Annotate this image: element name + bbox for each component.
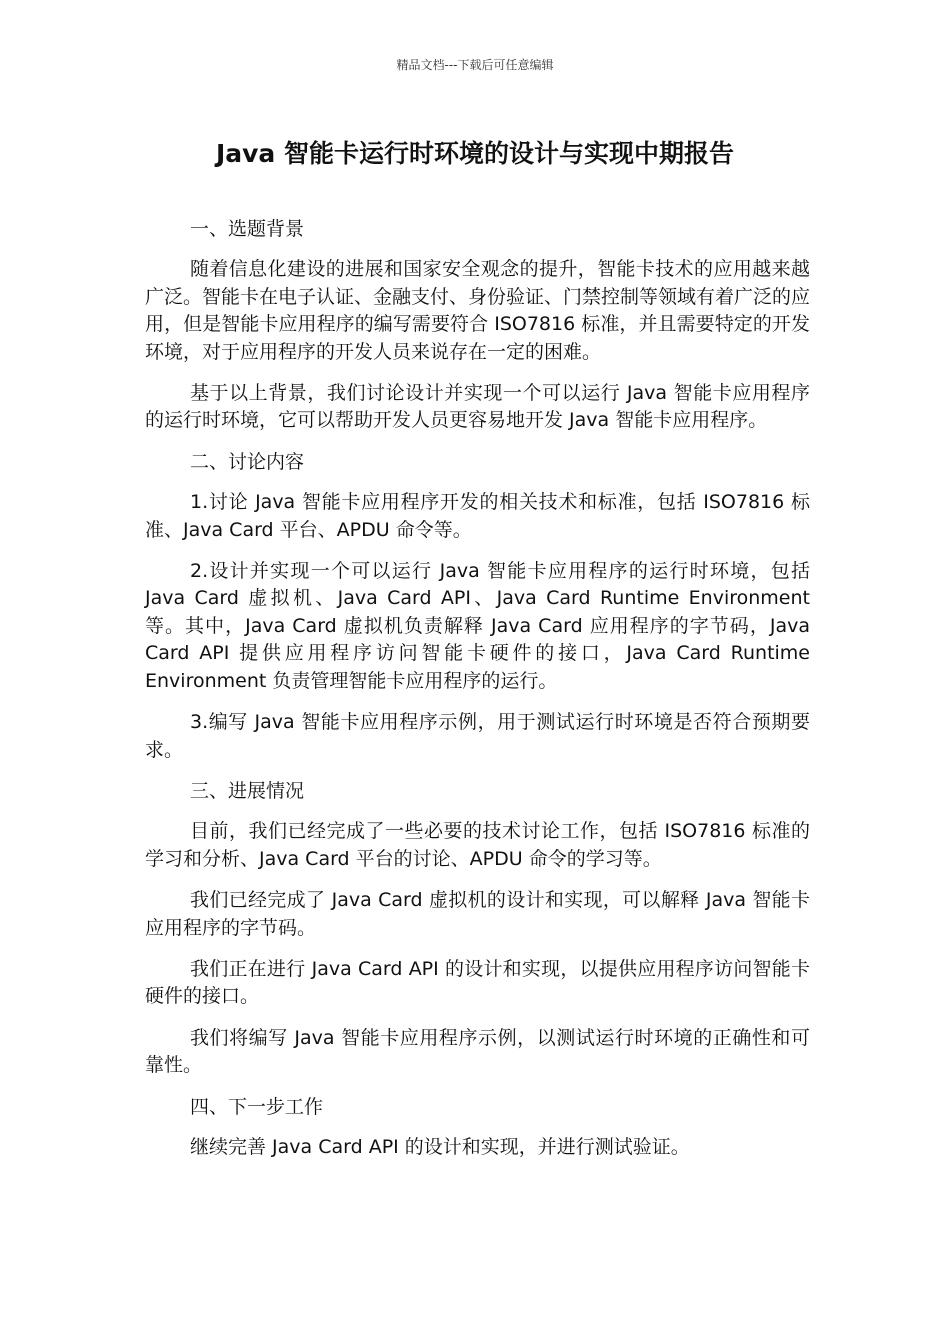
section-heading-next-steps: 四、下一步工作	[190, 1095, 324, 1118]
header-note: 精品文档---下载后可任意编辑	[396, 58, 554, 72]
paragraph-background-2: 基于以上背景，我们讨论设计并实现一个可以运行 Java 智能卡应用程序的运行时环境，它可以帮助开发人员更容易地开发 Java 智能卡应用程序。	[145, 382, 810, 432]
paragraph-background-1: 随着信息化建设的进展和国家安全观念的提升，智能卡技术的应用越来越广泛。智能卡在电子认证、金融支付、身份验证、门禁控制等领域有着广泛的应用，但是智能卡应用程序的编写需要符合 ISO7816 标准，并且需要特定的开发环境，对于应用程序的开发人员来说存在一定的困难。	[145, 258, 811, 363]
paragraph-progress-2: 我们已经完成了 Java Card 虚拟机的设计和实现，可以解释 Java 智能卡应用程序的字节码。	[145, 889, 810, 939]
paragraph-progress-4: 我们将编写 Java 智能卡应用程序示例，以测试运行时环境的正确性和可靠性。	[145, 1026, 810, 1077]
paragraph-content-1: 1.讨论 Java 智能卡应用程序开发的相关技术和标准，包括 ISO7816 标准、Java Card 平台、APDU 命令等。	[145, 491, 810, 541]
paragraph-progress-1: 目前，我们已经完成了一些必要的技术讨论工作，包括 ISO7816 标准的学习和分析、Java Card 平台的讨论、APDU 命令的学习等。	[145, 820, 810, 870]
paragraph-next-steps-1: 继续完善 Java Card API 的设计和实现，并进行测试验证。	[190, 1135, 690, 1158]
section-heading-content: 二、讨论内容	[190, 450, 305, 473]
section-heading-progress: 三、进展情况	[190, 779, 305, 802]
document-title: Java 智能卡运行时环境的设计与实现中期报告	[215, 139, 735, 168]
paragraph-content-3: 3.编写 Java 智能卡应用程序示例，用于测试运行时环境是否符合预期要求。	[145, 711, 810, 761]
paragraph-progress-3: 我们正在进行 Java Card API 的设计和实现，以提供应用程序访问智能卡硬件的接口。	[145, 957, 810, 1008]
paragraph-content-2: 2.设计并实现一个可以运行 Java 智能卡应用程序的运行时环境，包括 Java Card 虚拟机、Java Card API、Java Card Runtime Environment 等。其中，Java Card 虚拟机负责解释 Java Card 应用程序的字节码，Java Card API 提供应用程序访问智能卡硬件的接口，Java Card Runtime Environment 负责管理智能卡应用程序的运行。	[145, 560, 810, 692]
document-body	[145, 216, 810, 1175]
section-heading-background: 一、选题背景	[190, 218, 305, 240]
